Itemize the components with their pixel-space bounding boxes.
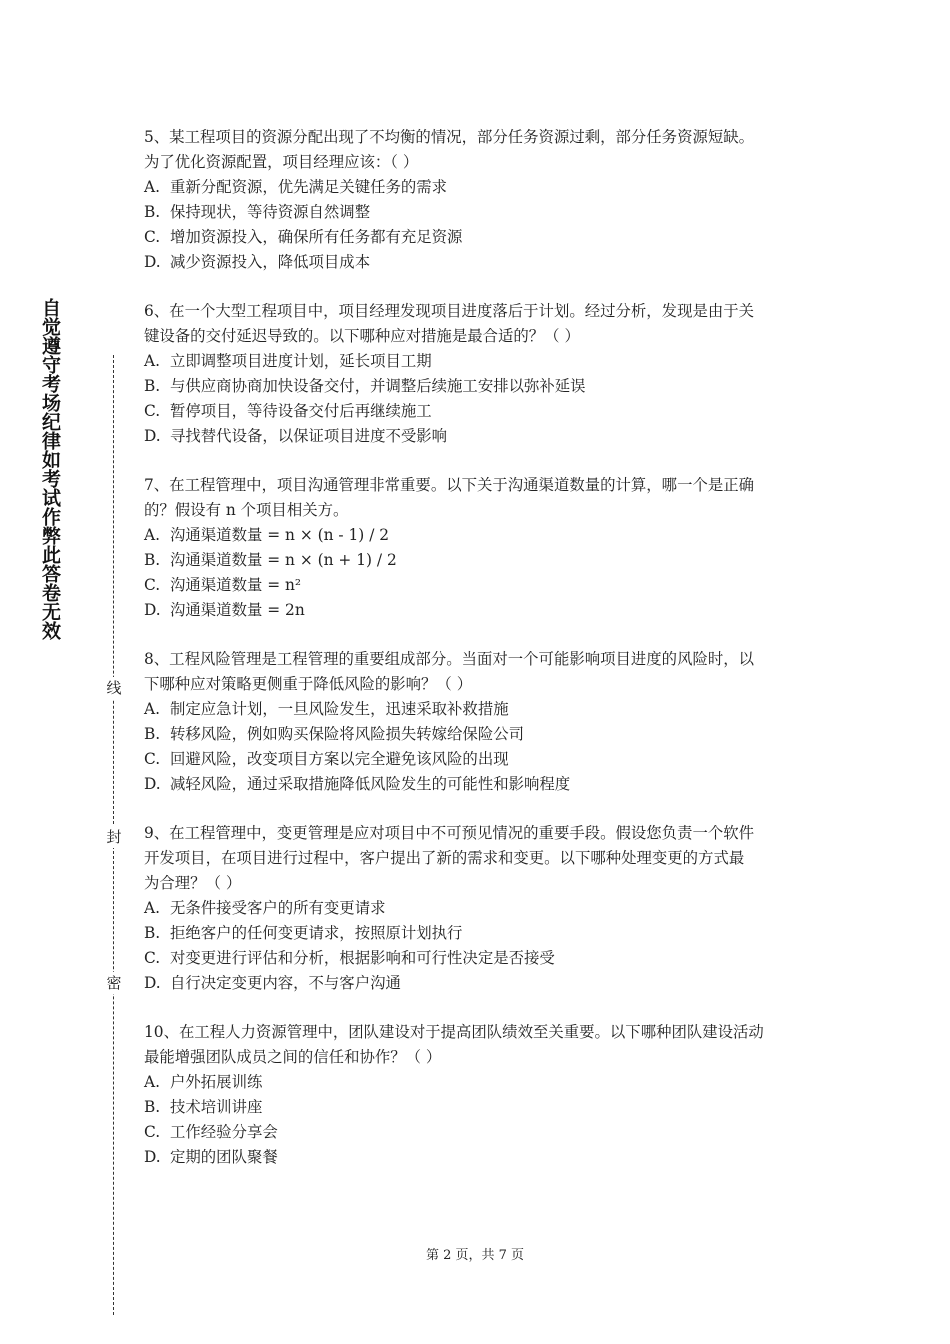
question-stem-line: 为合理？（ ） (144, 874, 242, 892)
question-stem-line: 7、在工程管理中，项目沟通管理非常重要。以下关于沟通渠道数量的计算，哪一个是正确 (144, 476, 755, 494)
option-label: D. (144, 601, 161, 619)
option-c (144, 946, 814, 971)
option-text: 沟通渠道数量 = n² (170, 576, 302, 594)
option-text: 寻找替代设备，以保证项目进度不受影响 (170, 427, 448, 445)
question-stem-line: 5、某工程项目的资源分配出现了不均衡的情况，部分任务资源过剩，部分任务资源短缺。 (144, 128, 755, 146)
question-stem-line: 最能增强团队成员之间的信任和协作？（ ） (144, 1048, 442, 1066)
option-d (144, 250, 814, 275)
option-label: D. (144, 427, 161, 445)
option-text: 沟通渠道数量 = n × (n + 1) / 2 (170, 551, 397, 569)
option-text: 增加资源投入，确保所有任务都有充足资源 (170, 228, 463, 246)
question-stem-line: 10、在工程人力资源管理中，团队建设对于提高团队绩效至关重要。以下哪种团队建设活动 (144, 1023, 764, 1041)
option-label: B. (144, 551, 161, 569)
option-text: 无条件接受客户的所有变更请求 (170, 899, 386, 917)
option-a (144, 523, 814, 548)
question-9 (144, 821, 814, 996)
option-label: B. (144, 203, 161, 221)
option-label: A. (144, 700, 161, 718)
option-text: 立即调整项目进度计划，延长项目工期 (170, 352, 432, 370)
option-label: A. (144, 1073, 161, 1091)
option-text: 重新分配资源，优先满足关键任务的需求 (170, 178, 448, 196)
option-label: B. (144, 377, 161, 395)
question-10 (144, 1020, 814, 1170)
question-stem-line: 键设备的交付延迟导致的。以下哪种应对措施是最合适的？（ ） (144, 327, 580, 345)
option-label: B. (144, 725, 161, 743)
option-a (144, 349, 814, 374)
question-stem-line: 9、在工程管理中，变更管理是应对项目中不可预见情况的重要手段。假设您负责一个软件 (144, 824, 755, 842)
option-label: C. (144, 750, 161, 768)
option-b (144, 200, 814, 225)
page-number-footer: 第 2 页，共 7 页 (425, 1248, 525, 1263)
option-a (144, 896, 814, 921)
option-text: 定期的团队聚餐 (170, 1148, 278, 1166)
option-c (144, 747, 814, 772)
option-text: 减少资源投入，降低项目成本 (170, 253, 371, 271)
option-text: 沟通渠道数量 = 2n (170, 601, 305, 619)
question-7 (144, 473, 814, 623)
option-text: 与供应商协商加快设备交付，并调整后续施工安排以弥补延误 (170, 377, 586, 395)
option-b (144, 548, 814, 573)
exam-rules-notice: 自觉遵守考场纪律如考试作弊此答卷无效 (39, 298, 61, 640)
option-text: 转移风险，例如购买保险将风险损失转嫁给保险公司 (170, 725, 524, 743)
option-text: 保持现状，等待资源自然调整 (170, 203, 371, 221)
option-label: A. (144, 526, 161, 544)
option-d (144, 772, 814, 797)
question-stem-line: 下哪种应对策略更侧重于降低风险的影响？（ ） (144, 675, 473, 693)
option-text: 沟通渠道数量 = n × (n - 1) / 2 (170, 526, 390, 544)
option-c (144, 225, 814, 250)
option-label: C. (144, 576, 161, 594)
option-d (144, 424, 814, 449)
binding-mark-feng: 封 (104, 826, 124, 848)
option-b (144, 1095, 814, 1120)
option-label: B. (144, 924, 161, 942)
option-label: A. (144, 899, 161, 917)
question-6 (144, 299, 814, 449)
binding-mark-mi: 密 (104, 972, 124, 994)
option-text: 回避风险，改变项目方案以完全避免该风险的出现 (170, 750, 509, 768)
option-text: 自行决定变更内容，不与客户沟通 (170, 974, 401, 992)
option-text: 暂停项目，等待设备交付后再继续施工 (170, 402, 432, 420)
option-a (144, 697, 814, 722)
question-stem-line: 6、在一个大型工程项目中，项目经理发现项目进度落后于计划。经过分析，发现是由于关 (144, 302, 755, 320)
option-text: 户外拓展训练 (170, 1073, 263, 1091)
binding-mark-xian: 线 (104, 677, 124, 699)
option-text: 制定应急计划，一旦风险发生，迅速采取补救措施 (170, 700, 509, 718)
option-text: 减轻风险，通过采取措施降低风险发生的可能性和影响程度 (170, 775, 571, 793)
option-label: B. (144, 1098, 161, 1116)
option-b (144, 921, 814, 946)
option-label: A. (144, 178, 161, 196)
option-text: 拒绝客户的任何变更请求，按照原计划执行 (170, 924, 463, 942)
option-label: A. (144, 352, 161, 370)
option-label: C. (144, 949, 161, 967)
option-text: 技术培训讲座 (170, 1098, 263, 1116)
question-stem-line: 开发项目，在项目进行过程中，客户提出了新的需求和变更。以下哪种处理变更的方式最 (144, 849, 745, 867)
question-5 (144, 125, 814, 275)
option-label: C. (144, 228, 161, 246)
option-label: D. (144, 775, 161, 793)
option-d (144, 598, 814, 623)
option-c (144, 573, 814, 598)
option-label: D. (144, 253, 161, 271)
option-c (144, 399, 814, 424)
option-label: D. (144, 1148, 161, 1166)
option-a (144, 1070, 814, 1095)
option-text: 工作经验分享会 (170, 1123, 278, 1141)
option-b (144, 722, 814, 747)
option-label: D. (144, 974, 161, 992)
question-stem-line: 为了优化资源配置，项目经理应该：（ ） (144, 153, 419, 171)
option-c (144, 1120, 814, 1145)
option-text: 对变更进行评估和分析，根据影响和可行性决定是否接受 (170, 949, 555, 967)
option-a (144, 175, 814, 200)
option-d (144, 1145, 814, 1170)
option-label: C. (144, 402, 161, 420)
question-stem-line: 的？假设有 n 个项目相关方。 (144, 501, 349, 519)
question-stem-line: 8、工程风险管理是工程管理的重要组成部分。当面对一个可能影响项目进度的风险时，以 (144, 650, 755, 668)
option-d (144, 971, 814, 996)
question-8 (144, 647, 814, 797)
option-b (144, 374, 814, 399)
option-label: C. (144, 1123, 161, 1141)
